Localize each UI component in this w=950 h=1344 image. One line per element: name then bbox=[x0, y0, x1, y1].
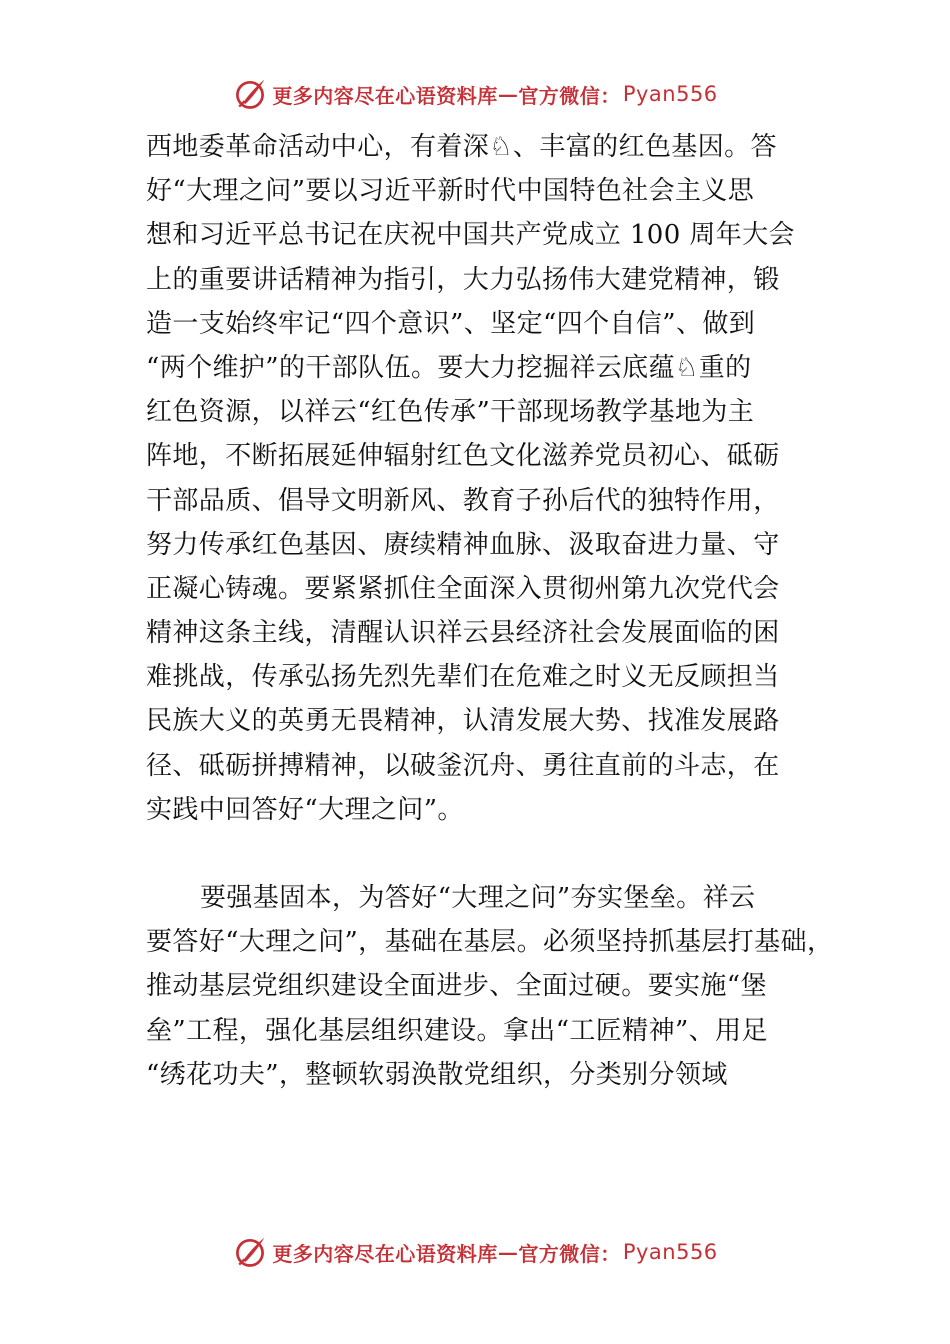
text-line: 正凝心铸魂。要紧紧抓住全面深入贯彻州第九次党代会 bbox=[146, 573, 780, 604]
watermark-wechat-label: 官方微信： bbox=[518, 1241, 621, 1266]
text-line: 红色资源，以祥云“红色传承”干部现场教学基地为主 bbox=[146, 397, 755, 428]
quill-seal-logo-icon bbox=[232, 76, 268, 112]
watermark-wechat-label: 官方微信： bbox=[518, 83, 621, 108]
text-line: 阵地，不断拓展延伸辐射红色文化滋养党员初心、砥砺 bbox=[146, 441, 780, 472]
text-line: 精神这条主线，清醒认识祥云县经济社会发展面临的困 bbox=[146, 618, 780, 649]
text-line: 努力传承红色基因、赓续精神血脉、汲取奋进力量、守 bbox=[146, 529, 780, 560]
text-line: 要答好“大理之问”，基础在基层。必须坚持抓基层打基础， bbox=[146, 927, 834, 958]
watermark-wechat-id: Pyan556 bbox=[622, 82, 718, 106]
text-line: 好“大理之问”要以习近平新时代中国特色社会主义思 bbox=[146, 176, 755, 207]
header-watermark bbox=[0, 74, 950, 114]
quill-seal-logo-icon bbox=[232, 1234, 268, 1270]
text-line: 民族大义的英勇无畏精神，认清发展大势、找准发展路 bbox=[146, 706, 780, 737]
text-line: 难挑战，传承弘扬先烈先辈们在危难之时义无反顾担当 bbox=[146, 662, 780, 693]
text-line: 西地委革命活动中心，有着深♘、丰富的红色基因。答 bbox=[146, 132, 777, 162]
text-line: 要强基固本，为答好“大理之问”夯实堡垒。祥云 bbox=[200, 883, 756, 913]
paragraph-spacer bbox=[146, 832, 846, 876]
paragraph-1 bbox=[146, 125, 846, 832]
text-line: “两个维护”的干部队伍。要大力挖掘祥云底蕴♘重的 bbox=[146, 352, 752, 383]
text-line: 干部品质、倡导文明新风、教育子孙后代的独特作用， bbox=[146, 485, 780, 516]
text-line: 实践中回答好“大理之问”。 bbox=[146, 794, 464, 825]
text-line: 想和习近平总书记在庆祝中国共产党成立 100 周年大会 bbox=[146, 220, 795, 251]
text-line: 垒”工程，强化基层组织建设。拿出“工匠精神”、用足 bbox=[146, 1015, 768, 1046]
watermark-title: 更多内容尽在心语资料库 bbox=[272, 83, 498, 108]
paragraph-2 bbox=[146, 876, 846, 1097]
footer-watermark bbox=[0, 1232, 950, 1272]
text-line: 推动基层党组织建设全面进步、全面过硬。要实施“堡 bbox=[146, 971, 767, 1002]
text-line: 径、砥砺拼搏精神，以破釜沉舟、勇往直前的斗志，在 bbox=[146, 750, 780, 781]
watermark-separator: — bbox=[497, 1240, 519, 1264]
watermark-wechat-id: Pyan556 bbox=[622, 1240, 718, 1264]
text-line: 上的重要讲话精神为指引，大力弘扬伟大建党精神，锻 bbox=[146, 264, 780, 295]
document-body bbox=[146, 125, 846, 1097]
text-line: “绣花功夫”，整顿软弱涣散党组织，分类别分领域 bbox=[146, 1059, 728, 1090]
watermark-separator: — bbox=[497, 82, 519, 106]
watermark-title: 更多内容尽在心语资料库 bbox=[272, 1241, 498, 1266]
text-line: 造一支始终牢记“四个意识”、坚定“四个自信”、做到 bbox=[146, 308, 756, 339]
